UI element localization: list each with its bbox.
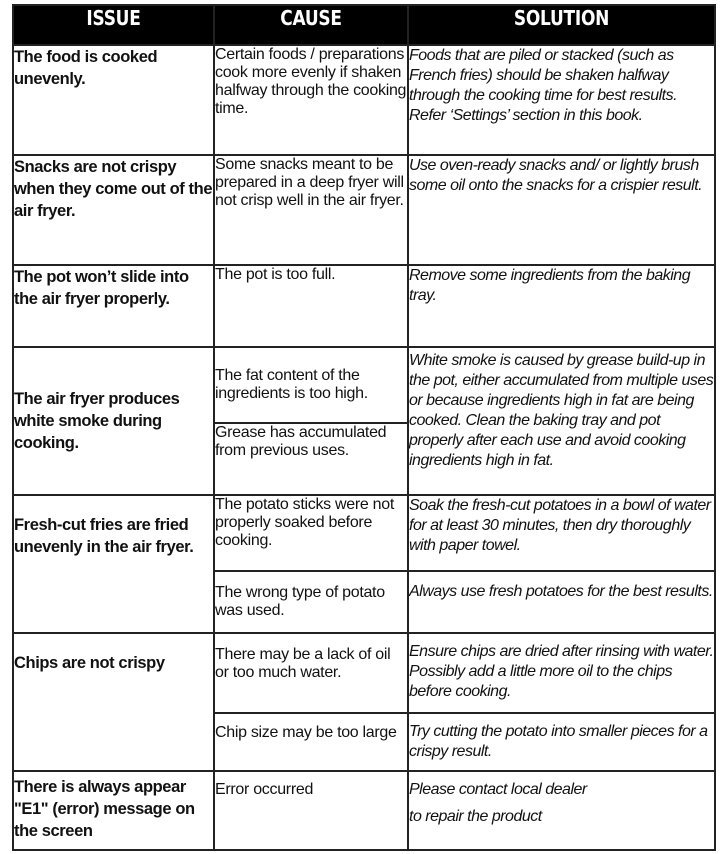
issue-cell: Snacks are not crispy when they come out of the air fryer. (13, 155, 214, 265)
table-row (13, 347, 715, 423)
table-row (13, 155, 715, 265)
issue-cell: Chips are not crispy (13, 633, 214, 771)
cause-cell: The potato sticks were not properly soaked before cooking. (214, 495, 408, 571)
solution-cell: Use oven-ready snacks and/ or lightly brush some oil onto the snacks for a crispier result. (408, 155, 715, 265)
solution-cell: Soak the fresh-cut potatoes in a bowl of water for at least 30 minutes, then dry thoroughly with paper towel. (408, 495, 715, 571)
solution-cell: Try cutting the potato into smaller pieces for a crispy result. (408, 713, 715, 771)
solution-cell: White smoke is caused by grease build-up in the pot, either accumulated from multiple uses or because ingredients high in fat are being cooked. Clean the baking tray and pot properly after each use and avoid cooking ingredients high in fat. (408, 347, 715, 495)
table-row (13, 633, 715, 713)
solution-cell: Always use fresh potatoes for the best results. (408, 571, 715, 633)
solution-line: to repair the product (409, 808, 542, 825)
header-row (13, 5, 715, 45)
cause-cell: Grease has accumulated from previous uses. (214, 423, 408, 495)
issue-cell: The air fryer produces white smoke during cooking. (13, 347, 214, 495)
solution-line: Please contact local dealer (409, 781, 587, 798)
cause-cell: Error occurred (214, 771, 408, 850)
cause-cell: Certain foods / preparations cook more evenly if shaken halfway through the cooking time. (214, 45, 408, 155)
troubleshooting-table (12, 4, 716, 851)
table-row (13, 771, 715, 850)
table-row (13, 265, 715, 347)
issue-cell: Fresh-cut fries are fried unevenly in the air fryer. (13, 495, 214, 633)
solution-cell: Remove some ingredients from the baking tray. (408, 265, 715, 347)
header-cause: CAUSE (229, 5, 394, 45)
cause-cell: The fat content of the ingredients is too high. (214, 347, 408, 423)
issue-cell: There is always appear "E1" (error) message on the screen (13, 771, 214, 850)
cause-cell: The wrong type of potato was used. (214, 571, 408, 633)
cause-cell: There may be a lack of oil or too much water. (214, 633, 408, 713)
header-issue: ISSUE (28, 5, 199, 45)
cause-cell: Chip size may be too large (214, 713, 408, 771)
issue-cell: The food is cooked unevenly. (13, 45, 214, 155)
table-row (13, 495, 715, 571)
cause-cell: The pot is too full. (214, 265, 408, 347)
header-solution: SOLUTION (431, 5, 692, 45)
issue-cell: The pot won’t slide into the air fryer properly. (13, 265, 214, 347)
solution-cell (408, 771, 715, 850)
solution-cell: Foods that are piled or stacked (such as French fries) should be shaken halfway through the cooking time for best results. Refer ‘Settings’ section in this book. (408, 45, 715, 155)
cause-cell: Some snacks meant to be prepared in a deep fryer will not crisp well in the air fryer. (214, 155, 408, 265)
table-row (13, 45, 715, 155)
solution-cell: Ensure chips are dried after rinsing with water. Possibly add a little more oil to the chips before cooking. (408, 633, 715, 713)
